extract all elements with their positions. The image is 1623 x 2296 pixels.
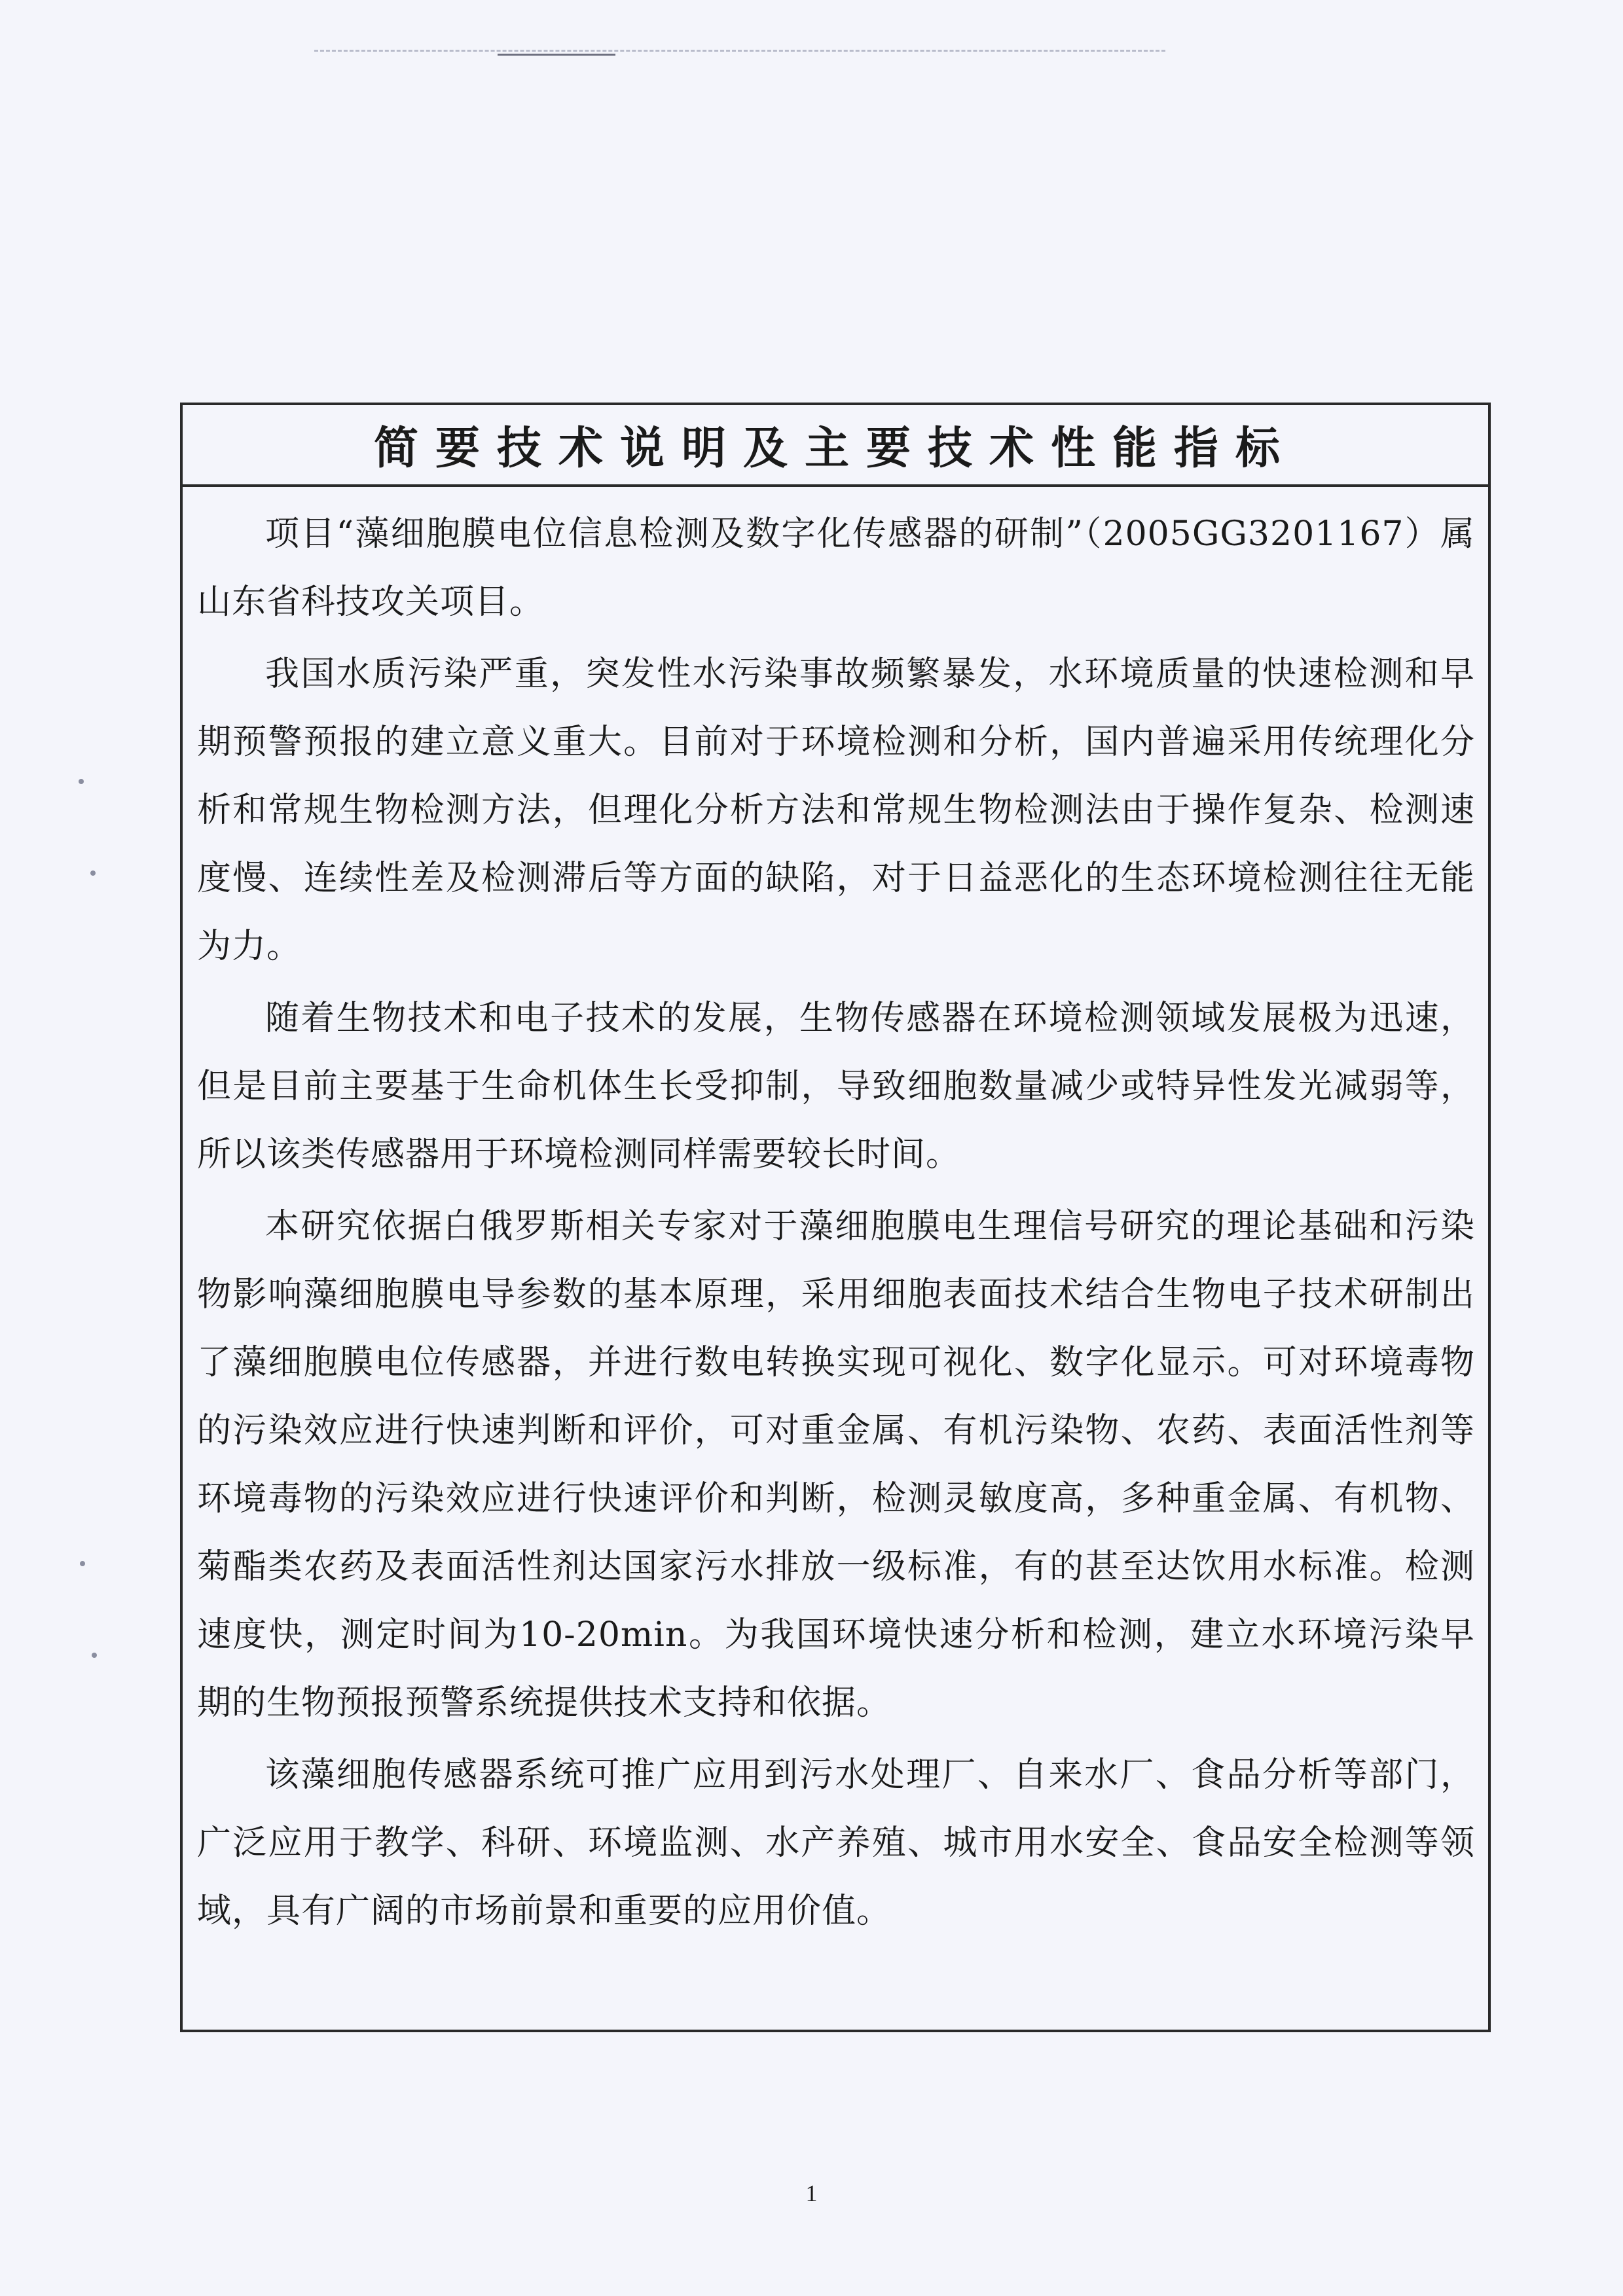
scan-speck: [79, 779, 84, 784]
paragraph-biosensor-development: 随着生物技术和电子技术的发展，生物传感器在环境检测领域发展极为迅速，但是目前主要基于生命机体生长受抑制，导致细胞数量减少或特异性发光减弱等，所以该类传感器用于环境检测同样需要较长时间。: [197, 999, 1475, 1174]
document-frame: [180, 403, 1491, 2032]
paragraph-application: 该藻细胞传感器系统可推广应用到污水处理厂、自来水厂、食品分析等部门，广泛应用于教学、科研、环境监测、水产养殖、城市用水安全、食品安全检测等领域，具有广阔的市场前景和重要的应用价值。: [197, 1755, 1475, 1931]
scan-edge-mark: [314, 50, 1165, 54]
scan-speck: [90, 870, 96, 876]
scan-speck: [92, 1653, 97, 1658]
paragraph-background: 我国水质污染严重，突发性水污染事故频繁暴发，水环境质量的快速检测和早期预警预报的建立意义重大。目前对于环境检测和分析，国内普遍采用传统理化分析和常规生物检测方法，但理化分析方法和常规生物检测法由于操作复杂、检测速度慢、连续性差及检测滞后等方面的缺陷，对于日益恶化的生态环境检测往往无能为力。: [197, 655, 1475, 966]
page-number: 1: [805, 2180, 818, 2206]
document-body: [183, 487, 1488, 1945]
document-title: 简要技术说明及主要技术性能指标: [373, 422, 1297, 475]
scan-edge-mark: [498, 54, 615, 56]
paragraph-project: 项目“藻细胞膜电位信息检测及数字化传感器的研制”（2005GG3201167）属山东省科技攻关项目。: [197, 514, 1475, 622]
title-row: [183, 405, 1488, 487]
paragraph-research: 本研究依据白俄罗斯相关专家对于藻细胞膜电生理信号研究的理论基础和污染物影响藻细胞膜电导参数的基本原理，采用细胞表面技术结合生物电子技术研制出了藻细胞膜电位传感器，并进行数电转换实现可视化、数字化显示。可对环境毒物的污染效应进行快速判断和评价，可对重金属、有机污染物、农药、表面活性剂等环境毒物的污染效应进行快速评价和判断，检测灵敏度高，多种重金属、有机物、菊酯类农药及表面活性剂达国家污水排放一级标准，有的甚至达饮用水标准。检测速度快，测定时间为10-20min。为我国环境快速分析和检测，建立水环境污染早期的生物预报预警系统提供技术支持和依据。: [197, 1207, 1475, 1723]
scan-speck: [80, 1561, 85, 1566]
